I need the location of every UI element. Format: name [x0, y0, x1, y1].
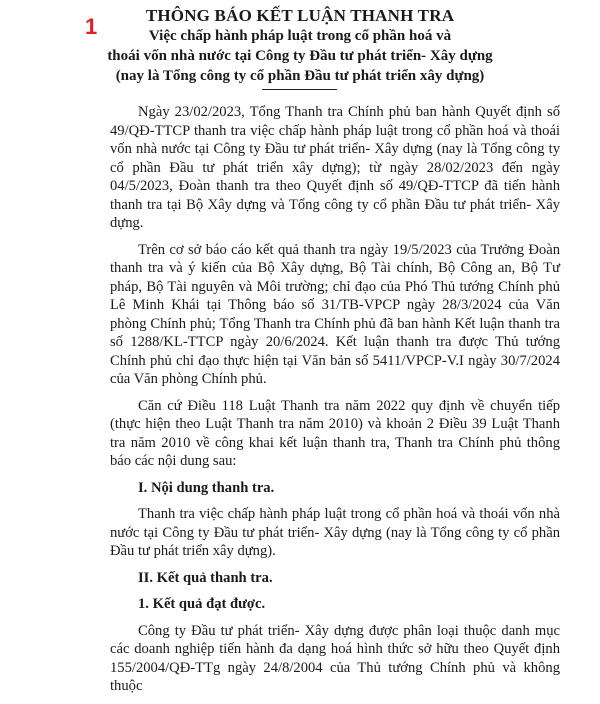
page-number: 1 [85, 14, 98, 39]
title-divider [262, 89, 337, 90]
section-heading-inspection-results: II. Kết quả thanh tra. [138, 569, 273, 586]
document-subtitle-line-1: Việc chấp hành pháp luật trong cổ phần hoá và [148, 28, 452, 44]
section-heading-inspection-content: I. Nội dung thanh tra. [138, 479, 275, 496]
paragraph-basis: Trên cơ sở báo cáo kết quả thanh tra ngày 19/5/2023 của Trưởng Đoàn thanh tra và ý kiến của Bộ Xây dựng, Bộ Tài chính, Bộ Công an, Bộ Tư pháp, Bộ Tài nguyên và Môi trường; chỉ đạo của Phó Thủ tướng Chính phủ Lê Minh Khái tại Thông báo số 31/TB-VPCP ngày 28/3/2024 của Văn phòng Chính phủ; Tổng Thanh tra Chính phủ đã ban hành Kết luận thanh tra số 1288/KL-TTCP ngày 20/6/2024. Kết luận thanh tra được Thủ tướng Chính phủ chỉ đạo thực hiện tại Văn bản số 5411/VPCP-V.I ngày 30/7/2024 của Văn phòng Chính phủ. [110, 241, 560, 387]
paragraph-intro: Ngày 23/02/2023, Tổng Thanh tra Chính phủ ban hành Quyết định số 49/QĐ-TTCP thanh tra việc chấp hành pháp luật trong cổ phần hoá và thoái vốn nhà nước tại Công ty Đầu tư phát triển- Xây dựng (nay là Tổng công ty cổ phần Đầu tư phát triển xây dựng); từ ngày 28/02/2023 đến ngày 04/5/2023, Đoàn thanh tra theo Quyết định số 49/QĐ-TTCP đã tiến hành thanh tra tại Bộ Xây dựng và Tổng công ty cổ phần Đầu tư phát triển- Xây dựng. [110, 104, 560, 231]
document-body [110, 103, 560, 704]
document-title: THÔNG BÁO KẾT LUẬN THANH TRA [145, 6, 455, 25]
paragraph-achievements: Công ty Đầu tư phát triển- Xây dựng được phân loại thuộc danh mục các doanh nghiệp tiến hành đa dạng hoá hình thức sở hữu theo Quyết định 155/2004/QĐ-TTg ngày 24/8/2004 của Thủ tướng Chính phủ và không thuộc [110, 622, 560, 694]
document-header [0, 6, 600, 86]
subsection-heading-achievements: 1. Kết quả đạt được. [138, 596, 266, 612]
document-subtitle-line-2: thoái vốn nhà nước tại Công ty Đầu tư phát triển- Xây dựng [107, 48, 493, 64]
paragraph-inspection-content: Thanh tra việc chấp hành pháp luật trong cổ phần hoá và thoái vốn nhà nước tại Công ty Đầu tư phát triển- Xây dựng (nay là Tổng công ty cổ phần Đầu tư phát triển xây dựng). [110, 506, 560, 559]
paragraph-legal-basis: Căn cứ Điều 118 Luật Thanh tra năm 2022 quy định về chuyển tiếp (thực hiện theo Luật Thanh tra năm 2010) và khoản 2 Điều 39 Luật Thanh tra năm 2010 về công khai kết luận thanh tra, Thanh tra Chính phủ thông báo các nội dung sau: [110, 397, 560, 469]
document-subtitle-line-3: (nay là Tổng công ty cổ phần Đầu tư phát triển xây dựng) [115, 68, 485, 84]
